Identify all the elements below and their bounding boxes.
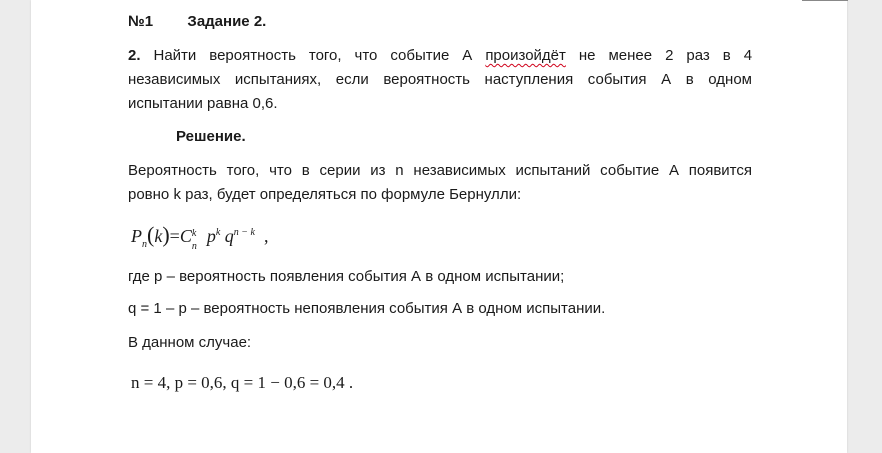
values-formula: n = 4, p = 0,6, q = 1 − 0,6 = 0,4 .: [131, 373, 354, 392]
case-label: В данном случае:: [128, 334, 252, 351]
formula-tail: ,: [263, 226, 269, 246]
definition-p: где p – вероятность появления события А в одном испытании;: [128, 268, 565, 285]
formula-p-sup: k: [215, 227, 221, 238]
task-header: [128, 10, 752, 34]
task-title: Задание 2.: [187, 13, 267, 30]
problem-text-b: не менее 2 раз в 4: [578, 47, 753, 64]
problem-line-1: [128, 44, 752, 68]
formula-P: P: [131, 226, 142, 246]
solution-heading: Решение.: [176, 128, 246, 145]
formula-q-sup: n − k: [233, 227, 255, 238]
formula-k-arg: k: [154, 226, 163, 246]
intro-line-2: ровно k раз, будет определяться по формуле Бернулли:: [128, 186, 522, 203]
intro-line-1: Вероятность того, что в серии из n независимых испытаний событие А появится: [128, 162, 752, 179]
formula-C: C: [179, 226, 192, 246]
formula-C-sup: k: [191, 228, 197, 239]
problem-number: 2.: [128, 47, 141, 64]
bernoulli-formula: $P_n(k)=C$ k n $p^k$ $q^{n - k}$ ,: [131, 222, 269, 252]
problem-paragraph: [128, 44, 752, 116]
formula-p: p: [206, 226, 216, 246]
formula-q: q: [224, 226, 234, 246]
document-page: [31, 0, 847, 453]
formula-eq: =: [169, 226, 180, 246]
page-corner-mark: [802, 0, 848, 4]
definition-q: q = 1 – p – вероятность непоявления события А в одном испытании.: [128, 300, 606, 317]
spellcheck-flagged-word[interactable]: произойдёт: [485, 47, 566, 64]
task-number: №1: [128, 13, 154, 30]
problem-line-2: независимых испытаниях, если вероятность наступления события А в одном: [128, 71, 752, 88]
problem-line-3: испытании равна 0,6.: [128, 95, 278, 112]
problem-text-a: Найти вероятность того, что событие А: [153, 47, 473, 64]
formula-P-sub: n: [142, 239, 147, 250]
formula-C-sub: n: [191, 241, 197, 252]
solution-intro: [128, 159, 752, 207]
